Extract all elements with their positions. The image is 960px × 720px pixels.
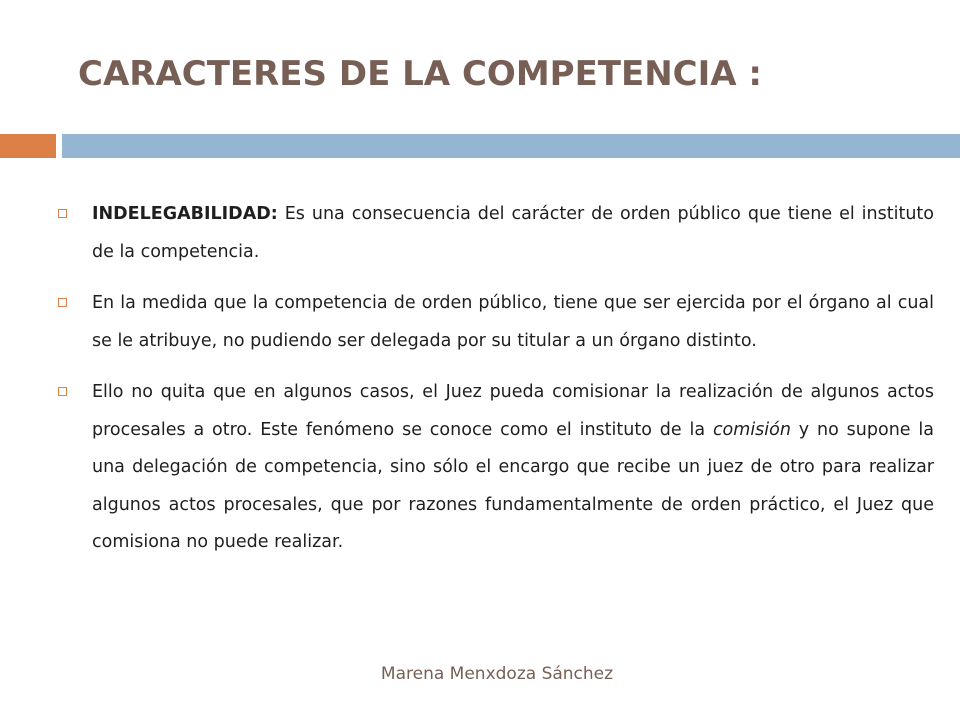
slide-title: CARACTERES DE LA COMPETENCIA :: [78, 54, 763, 94]
footer-author: Marena Menxdoza Sánchez: [380, 664, 614, 684]
item-text: En la medida que la competencia de orden público, tiene que ser ejercida por el órgano al cual se le atribuye, no pudiendo ser delegada por su titular a un órgano distinto.: [92, 293, 934, 351]
item-text: Es una consecuencia del carácter de orden público que tiene el instituto de la competencia.: [92, 204, 934, 262]
list-item: [58, 374, 934, 562]
item-text: Ello no quita que en algunos casos, el Juez pueda comisionar la realización de algunos actos procesales a otro. Este fenómeno se conoce como el instituto de la: [92, 382, 934, 440]
item-emphasis: comisión: [712, 419, 791, 440]
square-bullet-icon: [58, 209, 67, 218]
bullet-list: [58, 196, 934, 576]
accent-bar-blue: [62, 134, 960, 158]
square-bullet-icon: [58, 387, 67, 396]
list-item: [58, 285, 934, 360]
item-term: INDELEGABILIDAD:: [92, 204, 278, 224]
accent-bar-orange: [0, 134, 56, 158]
item-text: y no supone la una delegación de competencia, sino sólo el encargo que recibe un juez de otro para realizar algunos actos procesales, que por razones fundamentalmente de orden práctico, el Juez que comisiona no puede realizar.: [92, 419, 934, 552]
list-item: [58, 196, 934, 271]
square-bullet-icon: [58, 298, 67, 307]
